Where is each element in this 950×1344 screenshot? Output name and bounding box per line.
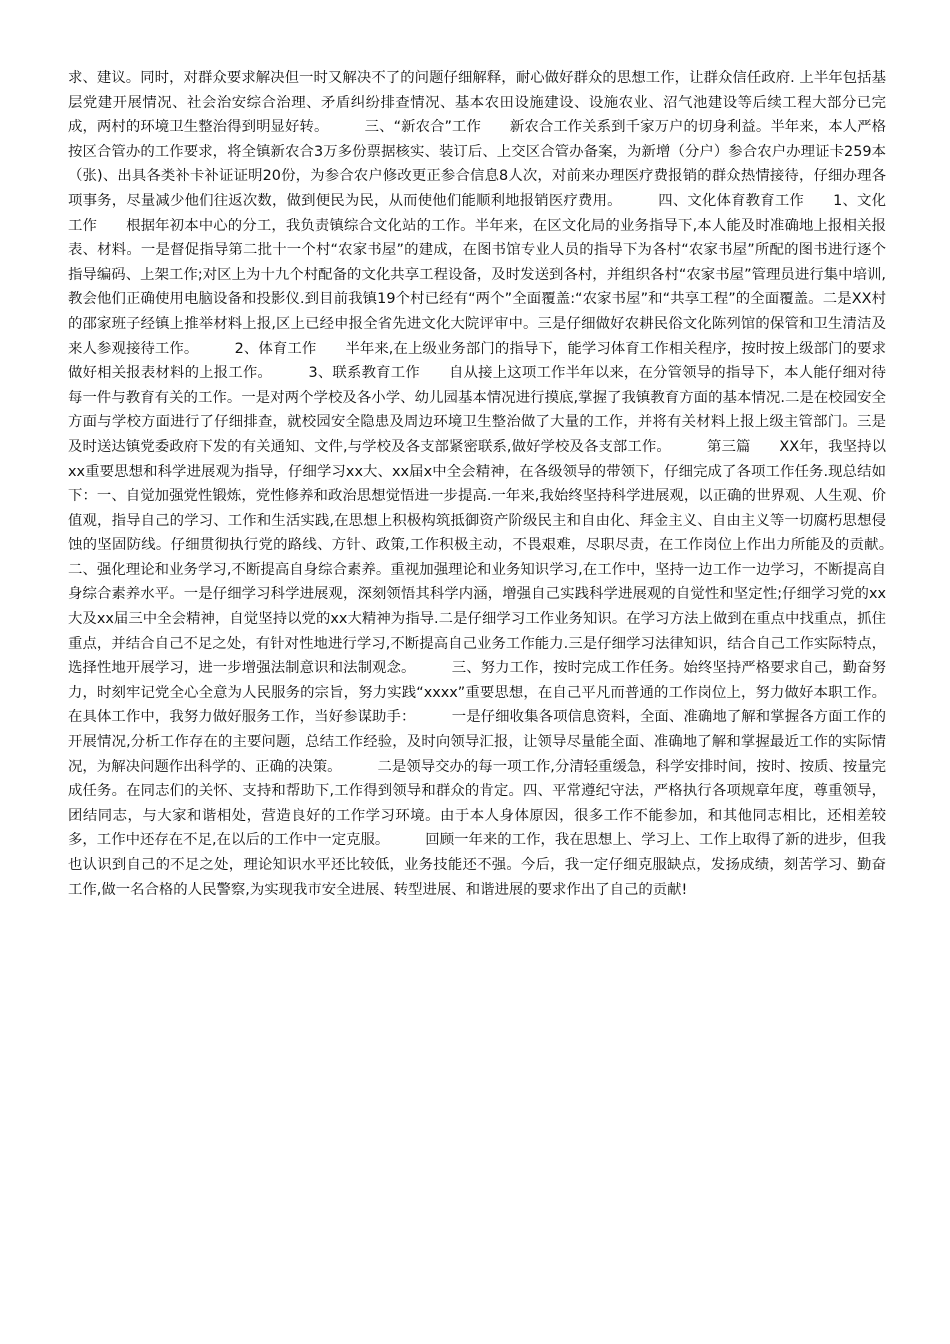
- document-page: [68, 66, 930, 902]
- document-body-text: 求、建议。同时，对群众要求解决但一时又解决不了的问题仔细解释，耐心做好群众的思想工作，让群众信任政府. 上半年包括基层党建开展情况、社会治安综合治理、矛盾纠纷排查情况、基本农田设施建设、设施农业、沼气池建设等后续工程大部分已完成，两村的环境卫生整治得到明显好转。 三、“新农合”工作 新农合工作关系到千家万户的切身利益。半年来，本人严格按区合管办的工作要求，将全镇新农合3万多份票据核实、装订后、上交区合管办备案，为新增（分户）参合农户办理证卡259本（张)、出具各类补卡补证证明20份，为参合农户修改更正参合信息8人次，对前来办理医疗费报销的群众热情接待，仔细办理各项事务，尽量减少他们往返次数，做到便民为民，从而使他们能顺利地报销医疗费用。 四、文化体育教育工作 1、文化工作 根据年初本中心的分工，我负责镇综合文化站的工作。半年来，在区文化局的业务指导下,本人能及时准确地上报相关报表、材料。一是督促指导第二批十一个村“农家书屋”的建成，在图书馆专业人员的指导下为各村“农家书屋”所配的图书进行逐个指导编码、上架工作;对区上为十九个村配备的文化共享工程设备，及时发送到各村，并组织各村“农家书屋”管理员进行集中培训,教会他们正确使用电脑设备和投影仪.到目前我镇19个村已经有“两个”全面覆盖:“农家书屋”和“共享工程”的全面覆盖。二是XX村的邵家班子经镇上推举材料上报,区上已经申报全省先进文化大院评审中。三是仔细做好农耕民俗文化陈列馆的保管和卫生清洁及来人参观接待工作。 2、体育工作 半年来,在上级业务部门的指导下，能学习体育工作相关程序，按时按上级部门的要求做好相关报表材料的上报工作。 3、联系教育工作 自从接上这项工作半年以来，在分管领导的指导下，本人能仔细对待每一件与教育有关的工作。一是对两个学校及各小学、幼儿园基本情况进行摸底,掌握了我镇教育方面的基本情况.二是在校园安全方面与学校方面进行了仔细排查，就校园安全隐患及周边环境卫生整治做了大量的工作，并将有关材料上报上级主管部门。三是及时送达镇党委政府下发的有关通知、文件,与学校及各支部紧密联系,做好学校及各支部工作。 第三篇 XX年，我坚持以xx重要思想和科学进展观为指导，仔细学习xx大、xx届x中全会精神，在各级领导的带领下，仔细完成了各项工作任务.现总结如下：一、自觉加强党性锻炼，党性修养和政治思想觉悟进一步提高.一年来,我始终坚持科学进展观，以正确的世界观、人生观、价值观，指导自己的学习、工作和生活实践,在思想上积极构筑抵御资产阶级民主和自由化、拜金主义、自由主义等一切腐朽思想侵蚀的坚固防线。仔细贯彻执行党的路线、方针、政策,工作积极主动，不畏艰难，尽职尽责，在工作岗位上作出力所能及的贡献。 二、强化理论和业务学习,不断提高自身综合素养。重视加强理论和业务知识学习,在工作中，坚持一边工作一边学习，不断提高自身综合素养水平。一是仔细学习科学进展观，深刻领悟其科学内涵，增强自己实践科学进展观的自觉性和坚定性;仔细学习党的xx大及xx届三中全会精神，自觉坚持以党的xx大精神为指导.二是仔细学习工作业务知识。在学习方法上做到在重点中找重点，抓住重点，并结合自己不足之处，有针对性地进行学习,不断提高自己业务工作能力.三是仔细学习法律知识，结合自己工作实际特点，选择性地开展学习，进一步增强法制意识和法制观念。 三、努力工作，按时完成工作任务。始终坚持严格要求自己，勤奋努力，时刻牢记党全心全意为人民服务的宗旨，努力实践“xxxx”重要思想，在自己平凡而普通的工作岗位上，努力做好本职工作。在具体工作中，我努力做好服务工作，当好参谋助手： 一是仔细收集各项信息资料，全面、准确地了解和掌握各方面工作的开展情况,分析工作存在的主要问题，总结工作经验，及时向领导汇报，让领导尽量能全面、准确地了解和掌握最近工作的实际情况，为解决问题作出科学的、正确的决策。 二是领导交办的每一项工作,分清轻重缓急，科学安排时间，按时、按质、按量完成任务。在同志们的关怀、支持和帮助下,工作得到领导和群众的肯定。四、平常遵纪守法，严格执行各项规章年度，尊重领导，团结同志，与大家和谐相处，营造良好的工作学习环境。由于本人身体原因，很多工作不能参加，和其他同志相比，还相差较多，工作中还存在不足,在以后的工作中一定克服。 回顾一年来的工作，我在思想上、学习上、工作上取得了新的进步，但我也认识到自己的不足之处，理论知识水平还比较低，业务技能还不强。今后，我一定仔细克服缺点，发扬成绩，刻苦学习、勤奋工作,做一名合格的人民警察,为实现我市安全进展、转型进展、和谐进展的要求作出了自己的贡献!: [68, 70, 930, 898]
